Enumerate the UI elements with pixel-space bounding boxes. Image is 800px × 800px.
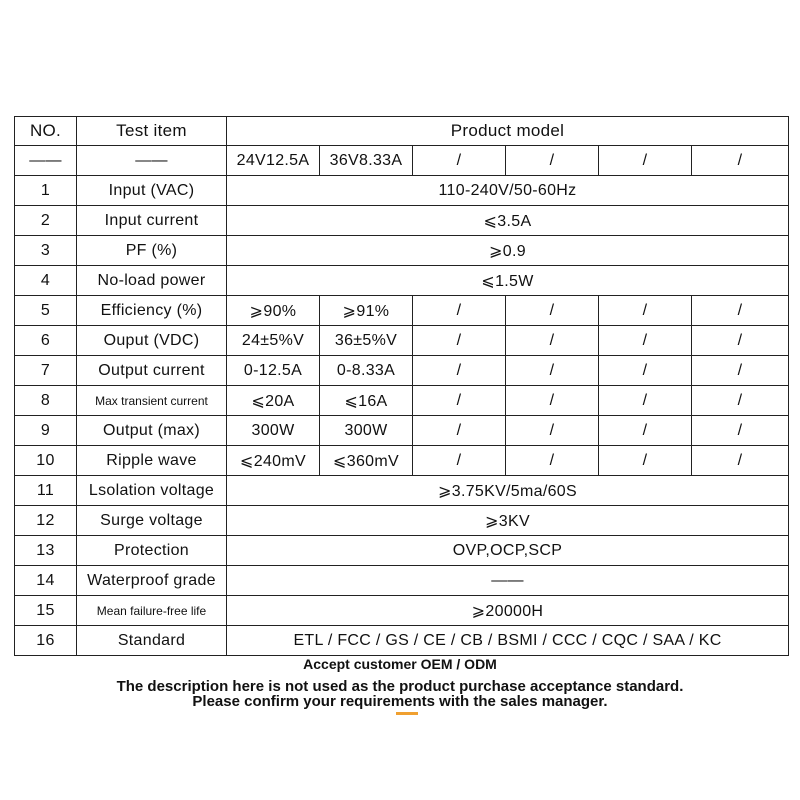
value-cell: / bbox=[599, 446, 692, 476]
table-row bbox=[15, 326, 789, 356]
value-cell: / bbox=[599, 296, 692, 326]
value-cell-merged: ⩽3.5A bbox=[227, 206, 789, 236]
table-row bbox=[15, 476, 789, 506]
row-number: 16 bbox=[15, 626, 77, 656]
value-cell: / bbox=[506, 386, 599, 416]
value-cell: / bbox=[692, 326, 789, 356]
row-number: 13 bbox=[15, 536, 77, 566]
value-cell: / bbox=[692, 446, 789, 476]
table-row bbox=[15, 416, 789, 446]
value-cell: / bbox=[599, 416, 692, 446]
table-row bbox=[15, 566, 789, 596]
value-cell-merged: ⩾3KV bbox=[227, 506, 789, 536]
test-item-label: Protection bbox=[77, 536, 227, 566]
row-number: 6 bbox=[15, 326, 77, 356]
test-item-label: Ouput (VDC) bbox=[77, 326, 227, 356]
disclaimer-line-2: Please confirm your requirements with the sales manager. bbox=[192, 693, 608, 710]
value-cell: 0-8.33A bbox=[320, 356, 413, 386]
value-cell: ⩾91% bbox=[320, 296, 413, 326]
model-cell: 36V8.33A bbox=[320, 146, 413, 176]
row-number: 5 bbox=[15, 296, 77, 326]
test-item-label: PF (%) bbox=[77, 236, 227, 266]
value-cell: / bbox=[692, 356, 789, 386]
row-number: 12 bbox=[15, 506, 77, 536]
value-cell-merged: ⩾0.9 bbox=[227, 236, 789, 266]
test-item-label: Output (max) bbox=[77, 416, 227, 446]
table-row bbox=[15, 536, 789, 566]
table-header-row bbox=[15, 117, 789, 146]
value-cell: ⩽240mV bbox=[227, 446, 320, 476]
value-cell: / bbox=[599, 356, 692, 386]
value-cell: ⩽20A bbox=[227, 386, 320, 416]
value-cell-merged: ⩾3.75KV/5ma/60S bbox=[227, 476, 789, 506]
table-row bbox=[15, 596, 789, 626]
test-item-label: Waterproof grade bbox=[77, 566, 227, 596]
value-cell: / bbox=[506, 296, 599, 326]
row-number: 11 bbox=[15, 476, 77, 506]
spec-table bbox=[14, 116, 789, 656]
value-cell: / bbox=[413, 356, 506, 386]
row-number: 9 bbox=[15, 416, 77, 446]
value-cell: ⩽360mV bbox=[320, 446, 413, 476]
test-item-label: Ripple wave bbox=[77, 446, 227, 476]
disclaimer-line-1: The description here is not used as the product purchase acceptance standard. bbox=[116, 678, 684, 695]
value-cell-merged: 110-240V/50-60Hz bbox=[227, 176, 789, 206]
model-cell: / bbox=[692, 146, 789, 176]
value-cell: / bbox=[692, 416, 789, 446]
test-item-label: Input (VAC) bbox=[77, 176, 227, 206]
models-row bbox=[15, 146, 789, 176]
table-row bbox=[15, 236, 789, 266]
value-cell: / bbox=[413, 296, 506, 326]
model-cell: 24V12.5A bbox=[227, 146, 320, 176]
value-cell: ⩾90% bbox=[227, 296, 320, 326]
header-test-item: Test item bbox=[77, 117, 227, 146]
value-cell-merged: ⩾20000H bbox=[227, 596, 789, 626]
row-number: 3 bbox=[15, 236, 77, 266]
test-item-label: Max transient current bbox=[77, 386, 227, 416]
value-cell: / bbox=[506, 446, 599, 476]
test-item-label: Lsolation voltage bbox=[77, 476, 227, 506]
row-number: 8 bbox=[15, 386, 77, 416]
table-row bbox=[15, 386, 789, 416]
table-row bbox=[15, 506, 789, 536]
header-no: NO. bbox=[15, 117, 77, 146]
oem-note: Accept customer OEM / ODM bbox=[303, 656, 497, 672]
value-cell: / bbox=[413, 326, 506, 356]
value-cell: 36±5%V bbox=[320, 326, 413, 356]
test-item-label: Standard bbox=[77, 626, 227, 656]
test-item-label: Mean failure-free life bbox=[77, 596, 227, 626]
accent-mark bbox=[396, 712, 418, 715]
value-cell: / bbox=[599, 326, 692, 356]
models-row-item: —— bbox=[77, 146, 227, 176]
header-product-model: Product model bbox=[227, 117, 789, 146]
value-cell: ⩽16A bbox=[320, 386, 413, 416]
row-number: 7 bbox=[15, 356, 77, 386]
row-number: 10 bbox=[15, 446, 77, 476]
row-number: 4 bbox=[15, 266, 77, 296]
row-number: 1 bbox=[15, 176, 77, 206]
test-item-label: No-load power bbox=[77, 266, 227, 296]
test-item-label: Input current bbox=[77, 206, 227, 236]
value-cell: / bbox=[692, 296, 789, 326]
value-cell: / bbox=[506, 326, 599, 356]
table-row bbox=[15, 176, 789, 206]
value-cell: 0-12.5A bbox=[227, 356, 320, 386]
test-item-label: Surge voltage bbox=[77, 506, 227, 536]
value-cell: / bbox=[413, 386, 506, 416]
value-cell: 24±5%V bbox=[227, 326, 320, 356]
model-cell: / bbox=[413, 146, 506, 176]
model-cell: / bbox=[506, 146, 599, 176]
test-item-label: Efficiency (%) bbox=[77, 296, 227, 326]
table-row bbox=[15, 356, 789, 386]
row-number: 15 bbox=[15, 596, 77, 626]
value-cell: 300W bbox=[320, 416, 413, 446]
value-cell: / bbox=[506, 356, 599, 386]
table-row bbox=[15, 626, 789, 656]
value-cell: / bbox=[413, 446, 506, 476]
table-row bbox=[15, 446, 789, 476]
value-cell: / bbox=[599, 386, 692, 416]
row-number: 2 bbox=[15, 206, 77, 236]
test-item-label: Output current bbox=[77, 356, 227, 386]
table-row bbox=[15, 296, 789, 326]
value-cell: / bbox=[506, 416, 599, 446]
table-row bbox=[15, 266, 789, 296]
value-cell: / bbox=[413, 416, 506, 446]
value-cell: / bbox=[692, 386, 789, 416]
models-row-no: —— bbox=[15, 146, 77, 176]
value-cell-merged: ETL / FCC / GS / CE / CB / BSMI / CCC / CQC / SAA / KC bbox=[227, 626, 789, 656]
value-cell-merged: —— bbox=[227, 566, 789, 596]
value-cell-merged: OVP,OCP,SCP bbox=[227, 536, 789, 566]
model-cell: / bbox=[599, 146, 692, 176]
value-cell: 300W bbox=[227, 416, 320, 446]
value-cell-merged: ⩽1.5W bbox=[227, 266, 789, 296]
table-row bbox=[15, 206, 789, 236]
row-number: 14 bbox=[15, 566, 77, 596]
